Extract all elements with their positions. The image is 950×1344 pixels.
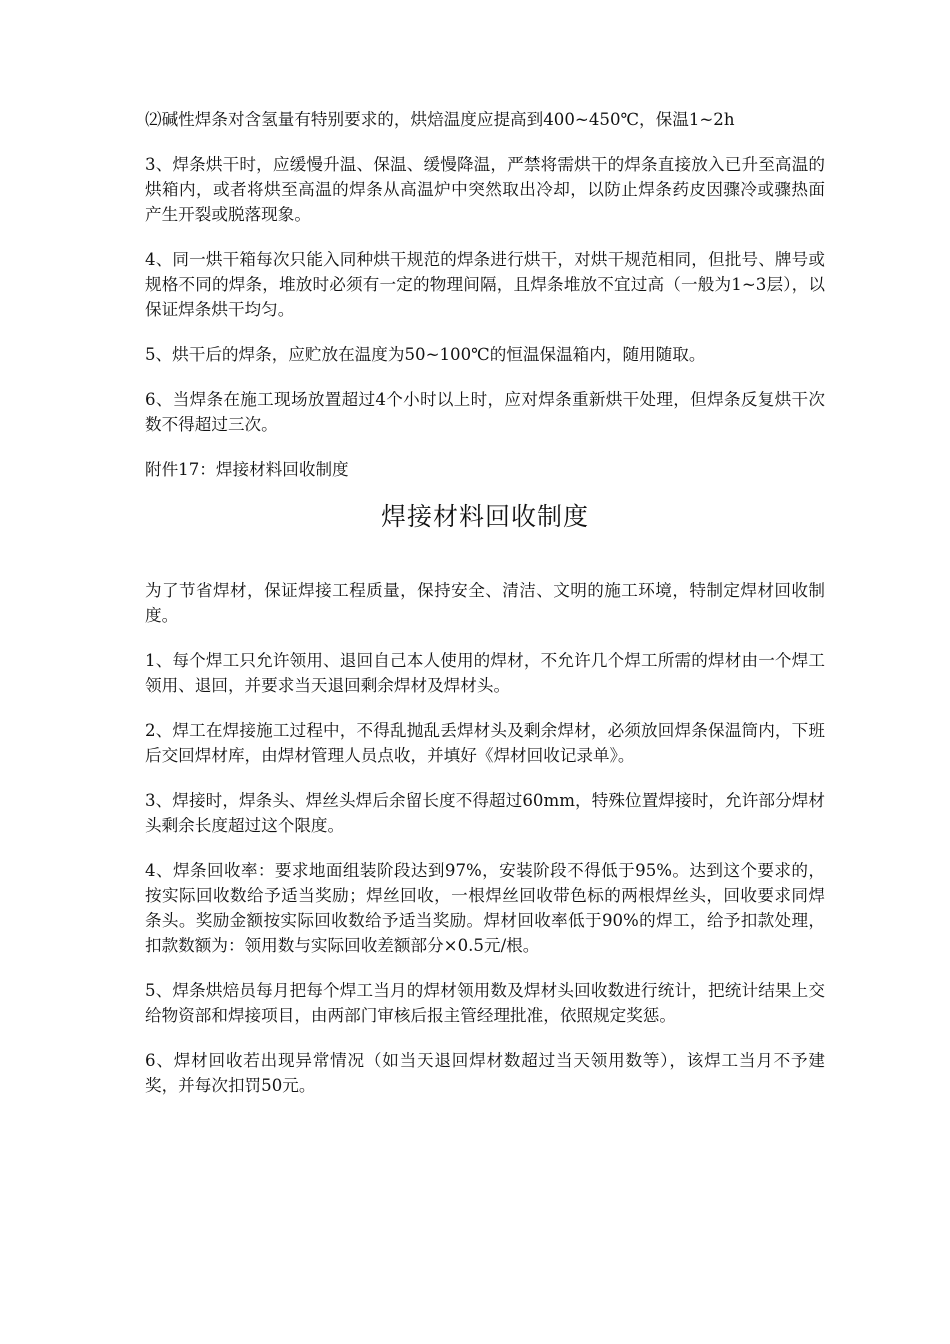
paragraph-rule-6: 6、焊材回收若出现异常情况（如当天退回焊材数超过当天领用数等），该焊工当月不予建奖，并每次扣罚50元。 (145, 1051, 825, 1095)
paragraph-rule-5: 5、焊条烘焙员每月把每个焊工当月的焊材领用数及焊材头回收数进行统计，把统计结果上交给物资部和焊接项目，由两部门审核后报主管经理批准，依照规定奖惩。 (145, 981, 825, 1025)
paragraph-rule-2: 2、焊工在焊接施工过程中，不得乱抛乱丢焊材头及剩余焊材，必须放回焊条保温筒内，下班后交回焊材库，由焊材管理人员点收，并填好《焊材回收记录单》。 (145, 721, 825, 765)
paragraph-intro: 为了节省焊材，保证焊接工程质量，保持安全、清洁、文明的施工环境，特制定焊材回收制度。 (145, 581, 825, 625)
paragraph-oven-loading: 4、同一烘干箱每次只能入同种烘干规范的焊条进行烘干，对烘干规范相同，但批号、牌号或规格不同的焊条，堆放时必须有一定的物理间隔，且焊条堆放不宜过高（一般为1~3层），以保证焊条烘干均匀。 (145, 250, 825, 319)
document-body (145, 107, 825, 1118)
paragraph-redrying-limit: 6、当焊条在施工现场放置超过4个小时以上时，应对焊条重新烘干处理，但焊条反复烘干次数不得超过三次。 (145, 390, 825, 434)
paragraph-rule-3: 3、焊接时，焊条头、焊丝头焊后余留长度不得超过60mm，特殊位置焊接时，允许部分焊材头剩余长度超过这个限度。 (145, 791, 825, 835)
paragraph-rule-4: 4、焊条回收率：要求地面组装阶段达到97%，安装阶段不得低于95%。达到这个要求的，按实际回收数给予适当奖励；焊丝回收，一根焊丝回收带色标的两根焊丝头，回收要求同焊条头。奖励金额按实际回收数给予适当奖励。焊材回收率低于90%的焊工，给予扣款处理，扣款数额为：领用数与实际回收差额部分×0.5元/根。 (145, 861, 825, 955)
paragraph-storage-after-drying: 5、烘干后的焊条，应贮放在温度为50~100℃的恒温保温箱内，随用随取。 (145, 345, 706, 364)
paragraph-basic-electrode-baking: ⑵碱性焊条对含氢量有特别要求的，烘焙温度应提高到400~450℃，保温1~2h (145, 110, 735, 129)
appendix-label: 附件17：焊接材料回收制度 (145, 460, 349, 479)
paragraph-drying-procedure: 3、焊条烘干时，应缓慢升温、保温、缓慢降温，严禁将需烘干的焊条直接放入已升至高温的烘箱内，或者将烘至高温的焊条从高温炉中突然取出冷却，以防止焊条药皮因骤冷或骤热面产生开裂或脱落现象。 (145, 155, 825, 224)
paragraph-rule-1: 1、每个焊工只允许领用、退回自己本人使用的焊材，不允许几个焊工所需的焊材由一个焊工领用、退回，并要求当天退回剩余焊材及焊材头。 (145, 651, 825, 695)
document-title: 焊接材料回收制度 (380, 502, 589, 531)
